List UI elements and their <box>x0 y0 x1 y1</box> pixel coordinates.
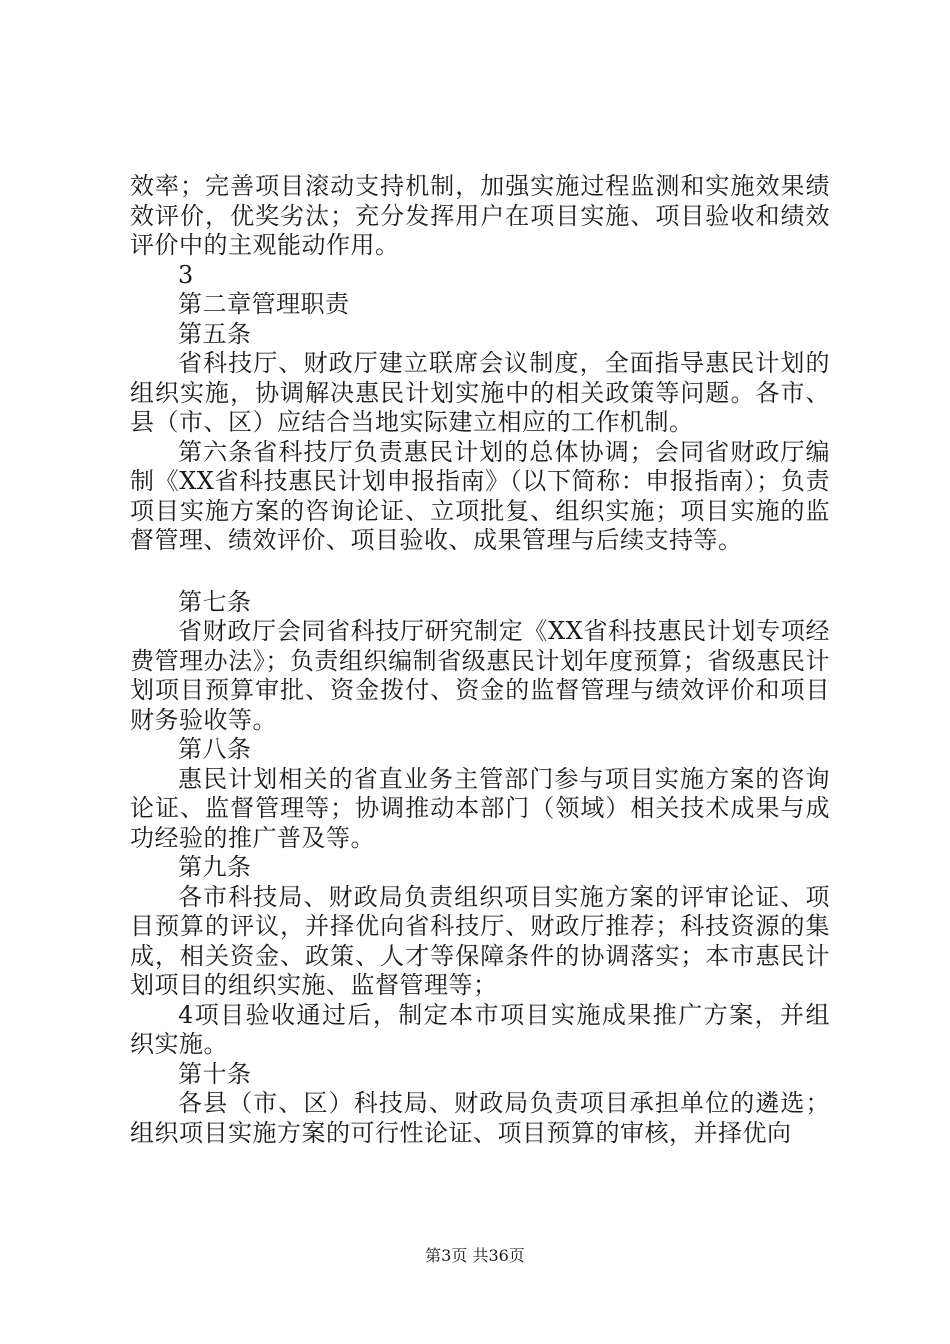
article-9-item-4: 4项目验收通过后，制定本市项目实施成果推广方案，并组织实施。 <box>130 1000 830 1058</box>
article-heading-7: 第七条 <box>178 587 252 616</box>
document-body <box>130 172 830 1148</box>
article-8-body: 惠民计划相关的省直业务主管部门参与项目实施方案的咨询论证、监督管理等；协调推动本部门（领域）相关技术成果与成功经验的推广普及等。 <box>130 764 830 852</box>
paragraph-continuation: 效率；完善项目滚动支持机制，加强实施过程监测和实施效果绩效评价，优奖劣汰；充分发挥用户在项目实施、项目验收和绩效评价中的主观能动作用。 <box>130 172 830 259</box>
article-6-body: 第六条省科技厅负责惠民计划的总体协调；会同省财政厅编制《XX省科技惠民计划申报指南》（以下简称：申报指南）；负责项目实施方案的咨询论证、立项批复、组织实施；项目实施的监督管理、绩效评价、项目验收、成果管理与后续支持等。 <box>130 437 830 554</box>
article-heading-8: 第八条 <box>178 735 252 763</box>
chapter-heading: 第二章管理职责 <box>178 290 350 318</box>
paragraph-gap <box>130 556 830 588</box>
article-5-body: 省科技厅、财政厅建立联席会议制度，全面指导惠民计划的组织实施，协调解决惠民计划实施中的相关政策等问题。各市、县（市、区）应结合当地实际建立相应的工作机制。 <box>130 349 830 436</box>
article-heading-10: 第十条 <box>178 1059 252 1088</box>
article-10-body: 各县（市、区）科技局、财政局负责项目承担单位的遴选；组织项目实施方案的可行性论证、项目预算的审核，并择优向 <box>130 1089 830 1147</box>
article-heading-9: 第九条 <box>178 853 252 881</box>
article-7-body: 省财政厅会同省科技厅研究制定《XX省科技惠民计划专项经费管理办法》；负责组织编制省级惠民计划年度预算；省级惠民计划项目预算审批、资金拨付、资金的监督管理与绩效评价和项目财务验收等。 <box>130 617 830 734</box>
article-9-body: 各市科技局、财政局负责组织项目实施方案的评审论证、项目预算的评议，并择优向省科技厅、财政厅推荐；科技资源的集成，相关资金、政策、人才等保障条件的协调落实；本市惠民计划项目的组织实施、监督管理等； <box>130 882 830 999</box>
page-footer: 第3页 共36页 <box>425 1246 525 1265</box>
article-heading-5: 第五条 <box>178 319 252 348</box>
page-marker: 3 <box>178 260 194 289</box>
